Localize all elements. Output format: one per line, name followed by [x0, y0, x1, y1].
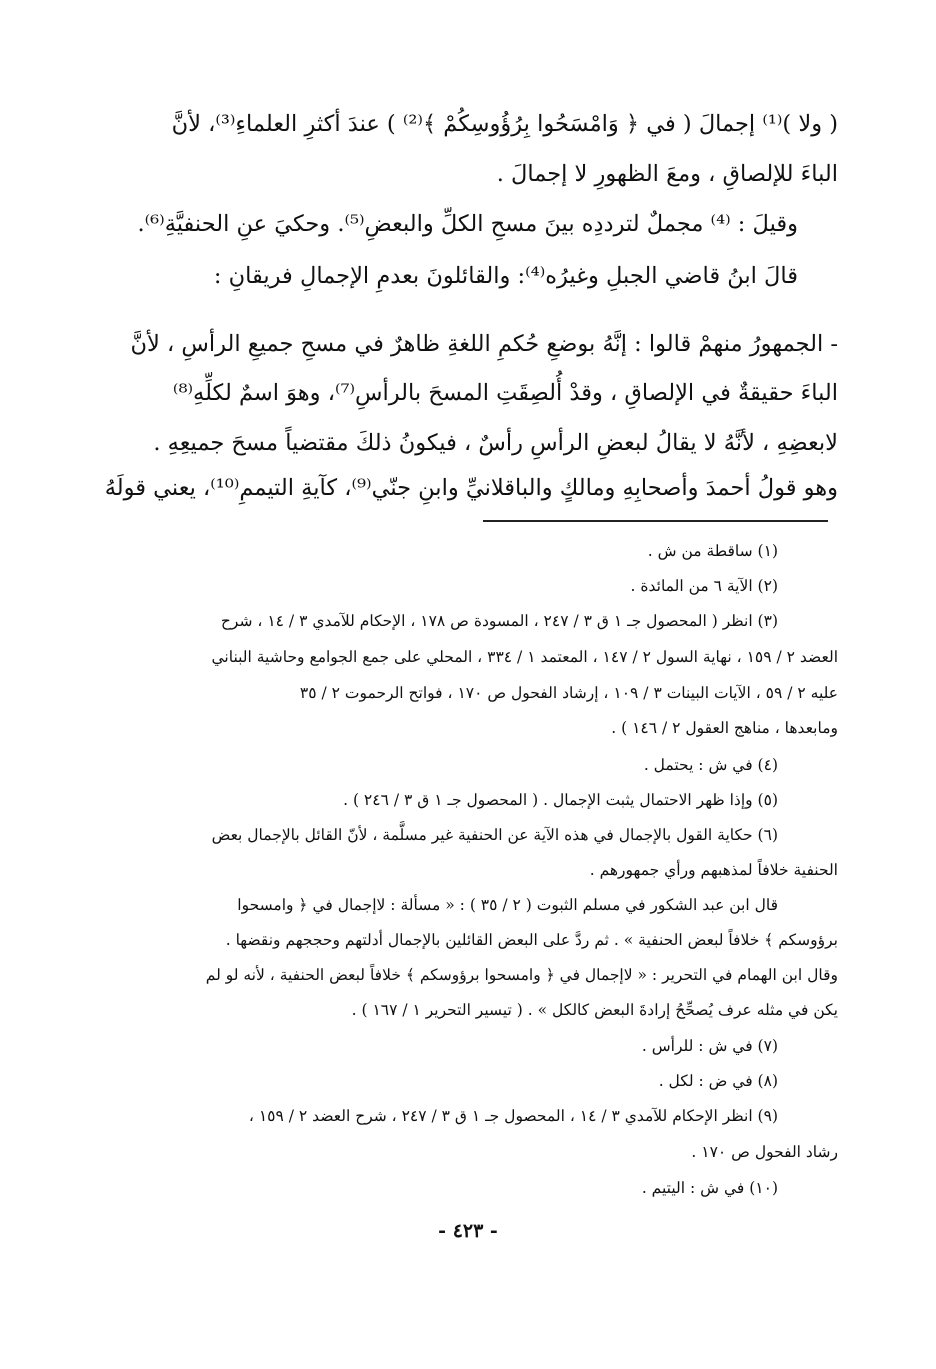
- footnote-line: (٩) انظر الإحكام للآمدي ٣ / ١٤ ، المحصول جـ ١ ق ٣ / ٢٤٧ ، شرح العضد ٢ / ١٥٩ ،: [248, 1107, 778, 1125]
- footnote-line: ومابعدها ، مناهج العقول ٢ / ١٤٦ ) .: [611, 719, 838, 737]
- footnote-line: (١) ساقطة من ش .: [647, 542, 778, 560]
- footnote-divider: [483, 520, 828, 522]
- footnote-line: (١٠) في ش : اليتيم .: [641, 1179, 778, 1197]
- main-text-line: الباءَ للإلصاقِ ، ومعَ الظهورِ لا إجمالَ .: [496, 161, 838, 187]
- footnote-line: برؤوسكم ﴾ خلافاً لبعض الحنفية » . ثم ردَّ على البعض القائلين بالإجمال أدلتهم وحججهم ونقضها .: [225, 931, 838, 949]
- footnote-line: الحنفية خلافاً لمذهبهم ورأي جمهورهم .: [589, 861, 838, 879]
- footnote-line: العضد ٢ / ١٥٩ ، نهاية السول ٢ / ١٤٧ ، المعتمد ١ / ٣٣٤ ، المحلي على جمع الجوامع وحاشية البناني: [211, 648, 838, 666]
- main-text-line: الباءَ حقيقةٌ في الإلصاقِ ، وقدْ أُلصِقَتِ المسحَ بالرأسِ⁽⁷⁾، وهوَ اسمٌ لكلِّهِ⁽⁸⁾: [172, 380, 838, 406]
- footnote-line: وقال ابن الهمام في التحرير : « لاإجمال في ﴿ وامسحوا برؤوسكم ﴾ خلافاً لبعض الحنفية ، لأنه لو لم: [205, 966, 838, 984]
- main-text-line: - الجمهورُ منهمْ قالوا : إنَّهُ بوضعِ حُكمِ اللغةِ ظاهرٌ في مسحِ جميعِ الرأسِ ، لأنَّ: [130, 331, 838, 357]
- footnote-line: عليه ٢ / ٥٩ ، الآيات البينات ٣ / ١٠٩ ، إرشاد الفحول ص ١٧٠ ، فواتح الرحموت ٢ / ٣٥: [299, 684, 838, 702]
- main-text-line: قالَ ابنُ قاضي الجبلِ وغيرُه⁽⁴⁾: والقائلونَ بعدمِ الإجمالِ فريقانِ :: [213, 263, 798, 289]
- footnote-line: قال ابن عبد الشكور في مسلم الثبوت ( ٢ / ٣٥ ) : « مسألة : لاإجمال في ﴿ وامسحوا: [237, 896, 778, 914]
- main-text-line: وقيلَ : ⁽⁴⁾ مجملٌ لترددِه بينَ مسحِ الكلِّ والبعضِ⁽⁵⁾. وحكيَ عنِ الحنفيَّةِ⁽⁶⁾.: [137, 211, 798, 237]
- footnote-line: يكن في مثله عرف يُصحِّحُ إرادةَ البعض كالكل » . ( تيسير التحرير ١ / ١٦٧ ) .: [351, 1001, 838, 1019]
- footnote-line: (٣) انظر ( المحصول جـ ١ ق ٣ / ٢٤٧ ، المسودة ص ١٧٨ ، الإحكام للآمدي ٣ / ١٤ ، شرح: [220, 612, 778, 630]
- footnote-line: (٥) وإذا ظهر الاحتمال يثبت الإجمال . ( المحصول جـ ١ ق ٣ / ٢٤٦ ) .: [343, 791, 778, 809]
- main-text-line: ( ولا )⁽¹⁾ إجمالَ ( في ﴿ وَامْسَحُوا بِرُؤُوسِكُمْ ﴾⁽²⁾ ) عندَ أكثرِ العلماءِ⁽³⁾، لأنَّ: [171, 111, 838, 137]
- page-number: - ٤٢٣ -: [438, 1220, 498, 1242]
- footnote-line: (٤) في ش : يحتمل .: [643, 756, 778, 774]
- footnote-line: (٢) الآية ٦ من المائدة .: [630, 577, 778, 595]
- footnote-line: (٨) في ض : لكل .: [658, 1072, 778, 1090]
- footnote-line: (٦) حكاية القول بالإجمال في هذه الآية عن الحنفية غير مسلَّمة ، لأنّ القائل بالإجمال بعض: [211, 826, 778, 844]
- main-text-line: لابعضِهِ ، لأنَّهُ لا يقالُ لبعضِ الرأسِ رأسٌ ، فيكونُ ذلكَ مقتضياً مسحَ جميعِهِ .: [153, 430, 838, 456]
- main-text-line: وهو قولُ أحمدَ وأصحابِهِ ومالكٍ والباقلانيِّ وابنِ جنّي⁽⁹⁾، كآيةِ التيممِ⁽¹⁰⁾، يعني قولَهُ: [104, 475, 838, 501]
- footnote-line: (٧) في ش : للرأس .: [641, 1037, 778, 1055]
- footnote-line: رشاد الفحول ص ١٧٠ .: [691, 1143, 838, 1161]
